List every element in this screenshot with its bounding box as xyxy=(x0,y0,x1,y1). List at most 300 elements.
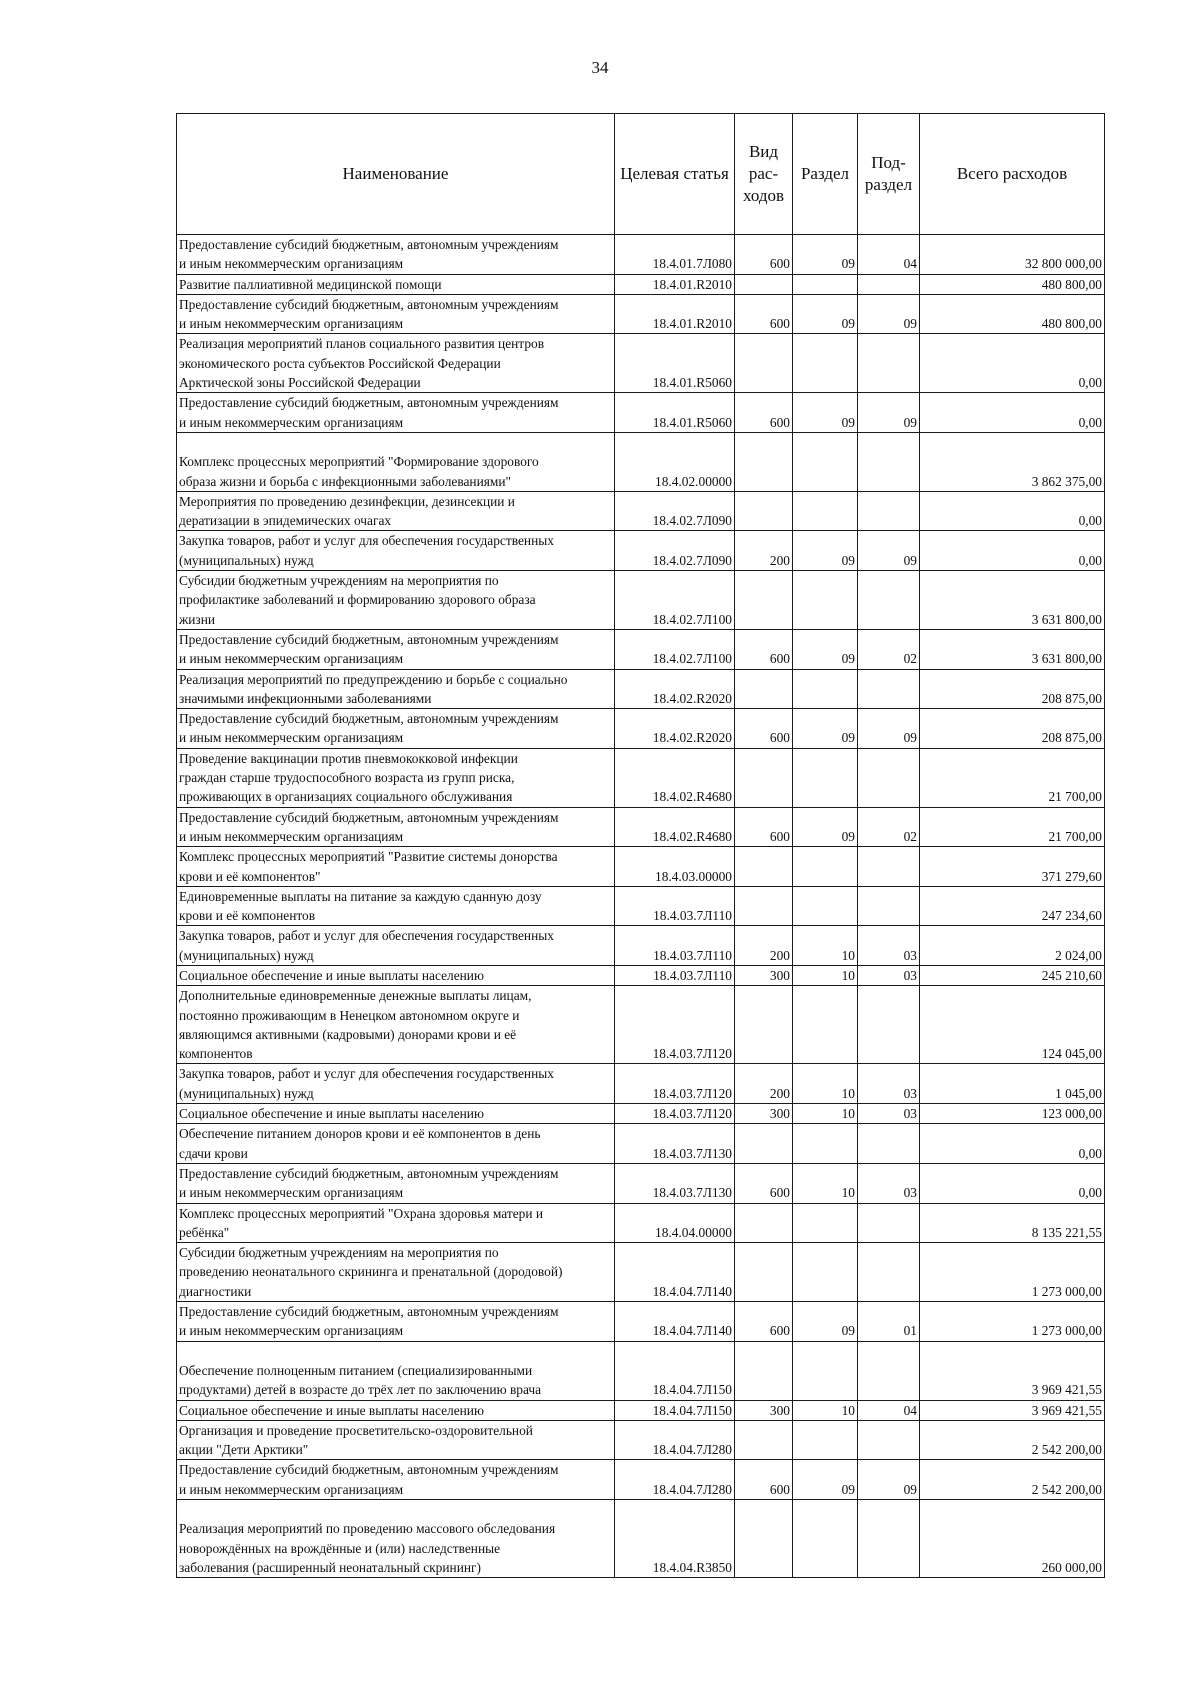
cell-subsection: 02 xyxy=(858,629,920,669)
cell-name-line: Дополнительные единовременные денежные выплаты лицам, xyxy=(179,988,532,1004)
table-row xyxy=(177,294,1105,334)
cell-name-line: и иным некоммерческим организациям xyxy=(179,316,404,332)
cell-total: 2 024,00 xyxy=(920,926,1105,966)
cell-target-article: 18.4.03.7Л120 xyxy=(615,1064,735,1104)
cell-name-line: Комплекс процессных мероприятий "Формирование здорового xyxy=(179,454,539,470)
cell-target-article: 18.4.04.7Л140 xyxy=(615,1243,735,1302)
cell-total: 1 273 000,00 xyxy=(920,1302,1105,1342)
cell-target-article: 18.4.03.00000 xyxy=(615,847,735,887)
cell-expense-kind xyxy=(735,986,793,1064)
cell-name-line: Предоставление субсидий бюджетным, автономным учреждениям xyxy=(179,1304,559,1320)
cell-total: 247 234,60 xyxy=(920,886,1105,926)
cell-expense-kind xyxy=(735,1341,793,1400)
cell-name xyxy=(177,571,615,630)
cell-name-line: Закупка товаров, работ и услуг для обеспечения государственных xyxy=(179,928,554,944)
cell-expense-kind: 600 xyxy=(735,235,793,275)
cell-subsection xyxy=(858,886,920,926)
cell-name-line: продуктами) детей в возрасте до трёх лет по заключению врача xyxy=(179,1382,542,1398)
cell-subsection: 03 xyxy=(858,965,920,985)
header-target-article: Целевая статья xyxy=(615,114,735,235)
header-expense-kind-line: рас- xyxy=(748,164,779,183)
cell-subsection: 09 xyxy=(858,531,920,571)
cell-name-line: проживающих в организациях социального обслуживания xyxy=(179,789,513,805)
header-expense-kind-line: Вид xyxy=(748,142,779,161)
table-row xyxy=(177,669,1105,709)
cell-name-line: профилактике заболеваний и формированию здорового образа xyxy=(179,592,536,608)
cell-target-article: 18.4.04.R3850 xyxy=(615,1500,735,1578)
cell-target-article: 18.4.01.R5060 xyxy=(615,393,735,433)
cell-name-line: Предоставление субсидий бюджетным, автономным учреждениям xyxy=(179,296,559,312)
table-body xyxy=(177,235,1105,1578)
cell-expense-kind xyxy=(735,1500,793,1578)
cell-name-line: и иным некоммерческим организациям xyxy=(179,414,404,430)
cell-name xyxy=(177,1104,615,1124)
cell-expense-kind xyxy=(735,1203,793,1243)
cell-name-line: и иным некоммерческим организациям xyxy=(179,256,404,272)
cell-name xyxy=(177,294,615,334)
cell-name-line: компонентов xyxy=(179,1046,253,1062)
cell-total: 0,00 xyxy=(920,334,1105,393)
table-row xyxy=(177,748,1105,807)
cell-section: 10 xyxy=(793,1064,858,1104)
cell-name-line: крови и её компонентов xyxy=(179,908,316,924)
cell-section xyxy=(793,986,858,1064)
cell-subsection: 03 xyxy=(858,1064,920,1104)
cell-section: 10 xyxy=(793,926,858,966)
cell-section: 09 xyxy=(793,235,858,275)
table-row xyxy=(177,571,1105,630)
cell-name xyxy=(177,1460,615,1500)
cell-target-article: 18.4.02.7Л100 xyxy=(615,571,735,630)
cell-subsection xyxy=(858,1124,920,1164)
cell-name xyxy=(177,1400,615,1420)
cell-section: 10 xyxy=(793,1104,858,1124)
cell-section: 09 xyxy=(793,294,858,334)
cell-subsection: 02 xyxy=(858,807,920,847)
table-row xyxy=(177,1341,1105,1400)
table-row xyxy=(177,1400,1105,1420)
cell-expense-kind: 200 xyxy=(735,531,793,571)
cell-name-line: Арктической зоны Российской Федерации xyxy=(179,375,421,391)
cell-section: 09 xyxy=(793,1460,858,1500)
cell-subsection xyxy=(858,1500,920,1578)
cell-expense-kind xyxy=(735,571,793,630)
cell-name xyxy=(177,709,615,749)
cell-section: 09 xyxy=(793,1302,858,1342)
table-row xyxy=(177,965,1105,985)
table-row xyxy=(177,1163,1105,1203)
cell-section xyxy=(793,334,858,393)
cell-name-line: образа жизни и борьба с инфекционными заболеваниями" xyxy=(179,473,512,489)
cell-expense-kind xyxy=(735,669,793,709)
table-row xyxy=(177,1302,1105,1342)
cell-name xyxy=(177,1302,615,1342)
cell-subsection xyxy=(858,571,920,630)
cell-name-line: Развитие паллиативной медицинской помощи xyxy=(179,276,442,292)
table-row xyxy=(177,235,1105,275)
cell-expense-kind: 600 xyxy=(735,393,793,433)
cell-target-article: 18.4.01.7Л080 xyxy=(615,235,735,275)
cell-subsection: 09 xyxy=(858,294,920,334)
cell-expense-kind: 200 xyxy=(735,926,793,966)
cell-target-article: 18.4.02.R2020 xyxy=(615,709,735,749)
cell-section xyxy=(793,1420,858,1460)
cell-total: 480 800,00 xyxy=(920,294,1105,334)
cell-subsection: 03 xyxy=(858,1163,920,1203)
cell-name-line: Закупка товаров, работ и услуг для обеспечения государственных xyxy=(179,533,554,549)
cell-total: 3 862 375,00 xyxy=(920,432,1105,491)
cell-section: 10 xyxy=(793,1400,858,1420)
table-row xyxy=(177,432,1105,491)
cell-section xyxy=(793,432,858,491)
cell-total: 0,00 xyxy=(920,1163,1105,1203)
cell-name-line xyxy=(179,433,612,452)
cell-section xyxy=(793,571,858,630)
cell-name xyxy=(177,1124,615,1164)
cell-name-line: Предоставление субсидий бюджетным, автономным учреждениям xyxy=(179,809,559,825)
cell-name-line: Организация и проведение просветительско-оздоровительной xyxy=(179,1422,533,1438)
cell-expense-kind: 600 xyxy=(735,1460,793,1500)
cell-name xyxy=(177,986,615,1064)
cell-name xyxy=(177,531,615,571)
cell-target-article: 18.4.03.7Л120 xyxy=(615,1104,735,1124)
header-subsection-line: раздел xyxy=(864,175,913,194)
cell-section xyxy=(793,886,858,926)
cell-subsection: 01 xyxy=(858,1302,920,1342)
cell-name-line: Предоставление субсидий бюджетным, автономным учреждениям xyxy=(179,711,559,727)
cell-section xyxy=(793,847,858,887)
cell-name-line: являющимся активными (кадровыми) донорами крови и её xyxy=(179,1026,517,1042)
cell-total: 21 700,00 xyxy=(920,807,1105,847)
cell-name-line: Единовременные выплаты на питание за каждую сданную дозу xyxy=(179,888,542,904)
cell-section xyxy=(793,1124,858,1164)
cell-expense-kind xyxy=(735,748,793,807)
cell-subsection: 09 xyxy=(858,393,920,433)
table-row xyxy=(177,629,1105,669)
cell-target-article: 18.4.03.7Л110 xyxy=(615,926,735,966)
cell-subsection xyxy=(858,669,920,709)
cell-name-line: экономического роста субъектов Российской Федерации xyxy=(179,355,501,371)
cell-expense-kind xyxy=(735,491,793,531)
cell-section xyxy=(793,748,858,807)
cell-name xyxy=(177,1243,615,1302)
cell-target-article: 18.4.02.7Л090 xyxy=(615,491,735,531)
header-expense-kind xyxy=(735,114,793,235)
cell-name-line: Предоставление субсидий бюджетным, автономным учреждениям xyxy=(179,631,559,647)
cell-name-line: значимыми инфекционными заболеваниями xyxy=(179,690,432,706)
cell-name-line xyxy=(179,1342,612,1361)
cell-expense-kind xyxy=(735,274,793,294)
cell-name-line: проведению неонатального скрининга и пренатальной (дородовой) xyxy=(179,1264,563,1280)
page-number: 34 xyxy=(591,58,609,77)
cell-name-line: (муниципальных) нужд xyxy=(179,552,314,568)
cell-expense-kind: 600 xyxy=(735,629,793,669)
cell-total: 3 969 421,55 xyxy=(920,1400,1105,1420)
cell-name xyxy=(177,393,615,433)
cell-target-article: 18.4.01.R5060 xyxy=(615,334,735,393)
cell-section xyxy=(793,1500,858,1578)
cell-target-article: 18.4.04.7Л150 xyxy=(615,1400,735,1420)
table-row xyxy=(177,334,1105,393)
cell-target-article: 18.4.03.7Л130 xyxy=(615,1163,735,1203)
cell-name xyxy=(177,926,615,966)
cell-name-line: Обеспечение полноценным питанием (специализированными xyxy=(179,1362,533,1378)
cell-total: 2 542 200,00 xyxy=(920,1420,1105,1460)
cell-total: 3 969 421,55 xyxy=(920,1341,1105,1400)
cell-expense-kind xyxy=(735,334,793,393)
table-row xyxy=(177,393,1105,433)
cell-name-line: Социальное обеспечение и иные выплаты населению xyxy=(179,1402,484,1418)
cell-subsection: 09 xyxy=(858,1460,920,1500)
cell-name xyxy=(177,1163,615,1203)
cell-total: 3 631 800,00 xyxy=(920,571,1105,630)
cell-section: 09 xyxy=(793,393,858,433)
cell-name-line: дератизации в эпидемических очагах xyxy=(179,513,392,529)
cell-subsection xyxy=(858,432,920,491)
cell-name-line: Предоставление субсидий бюджетным, автономным учреждениям xyxy=(179,1165,559,1181)
cell-name-line: Социальное обеспечение и иные выплаты населению xyxy=(179,1106,484,1122)
cell-name xyxy=(177,1203,615,1243)
cell-expense-kind: 600 xyxy=(735,1163,793,1203)
header-section: Раздел xyxy=(793,114,858,235)
cell-target-article: 18.4.03.7Л110 xyxy=(615,886,735,926)
cell-subsection xyxy=(858,1203,920,1243)
cell-name xyxy=(177,1500,615,1578)
cell-target-article: 18.4.02.00000 xyxy=(615,432,735,491)
cell-section: 09 xyxy=(793,531,858,571)
cell-name-line: Социальное обеспечение и иные выплаты населению xyxy=(179,967,484,983)
cell-subsection xyxy=(858,1341,920,1400)
cell-section xyxy=(793,1203,858,1243)
cell-name-line: и иным некоммерческим организациям xyxy=(179,730,404,746)
cell-total: 2 542 200,00 xyxy=(920,1460,1105,1500)
table-row xyxy=(177,986,1105,1064)
cell-name-line: новорождённых на врождённые и (или) наследственные xyxy=(179,1540,501,1556)
cell-subsection xyxy=(858,274,920,294)
cell-name-line: (муниципальных) нужд xyxy=(179,947,314,963)
table-row xyxy=(177,1104,1105,1124)
cell-name-line: Предоставление субсидий бюджетным, автономным учреждениям xyxy=(179,395,559,411)
cell-name-line: и иным некоммерческим организациям xyxy=(179,1323,404,1339)
cell-name xyxy=(177,235,615,275)
cell-name-line: Закупка товаров, работ и услуг для обеспечения государственных xyxy=(179,1066,554,1082)
cell-name-line: Субсидии бюджетным учреждениям на мероприятия по xyxy=(179,573,499,589)
cell-name-line: и иным некоммерческим организациям xyxy=(179,651,404,667)
cell-name-line: сдачи крови xyxy=(179,1145,248,1161)
cell-subsection xyxy=(858,1243,920,1302)
cell-total: 21 700,00 xyxy=(920,748,1105,807)
cell-name xyxy=(177,1341,615,1400)
cell-name-line: и иным некоммерческим организациям xyxy=(179,1185,404,1201)
cell-total: 123 000,00 xyxy=(920,1104,1105,1124)
table-row xyxy=(177,926,1105,966)
cell-name xyxy=(177,847,615,887)
cell-expense-kind xyxy=(735,886,793,926)
header-name: Наименование xyxy=(177,114,615,235)
cell-target-article: 18.4.02.7Л090 xyxy=(615,531,735,571)
cell-total: 32 800 000,00 xyxy=(920,235,1105,275)
cell-expense-kind xyxy=(735,1124,793,1164)
cell-subsection xyxy=(858,491,920,531)
cell-subsection: 03 xyxy=(858,926,920,966)
table-row xyxy=(177,1203,1105,1243)
cell-name xyxy=(177,807,615,847)
cell-name-line: Комплекс процессных мероприятий "Охрана здоровья матери и xyxy=(179,1205,544,1221)
cell-total: 208 875,00 xyxy=(920,669,1105,709)
cell-expense-kind: 600 xyxy=(735,709,793,749)
cell-total: 124 045,00 xyxy=(920,986,1105,1064)
table-row xyxy=(177,709,1105,749)
cell-subsection xyxy=(858,847,920,887)
cell-expense-kind: 300 xyxy=(735,965,793,985)
cell-target-article: 18.4.02.R4680 xyxy=(615,807,735,847)
cell-target-article: 18.4.04.7Л280 xyxy=(615,1460,735,1500)
cell-name-line: Субсидии бюджетным учреждениям на мероприятия по xyxy=(179,1245,499,1261)
cell-total: 1 273 000,00 xyxy=(920,1243,1105,1302)
cell-target-article: 18.4.04.7Л150 xyxy=(615,1341,735,1400)
cell-section xyxy=(793,274,858,294)
cell-name xyxy=(177,748,615,807)
cell-name xyxy=(177,432,615,491)
cell-name-line: диагностики xyxy=(179,1283,252,1299)
cell-name xyxy=(177,965,615,985)
cell-name-line: Обеспечение питанием доноров крови и её компонентов в день xyxy=(179,1126,541,1142)
cell-section xyxy=(793,669,858,709)
cell-target-article: 18.4.02.R2020 xyxy=(615,669,735,709)
cell-total: 0,00 xyxy=(920,393,1105,433)
table-row xyxy=(177,1243,1105,1302)
cell-name-line: Реализация мероприятий по проведению массового обследования xyxy=(179,1521,556,1537)
cell-expense-kind xyxy=(735,432,793,491)
cell-name xyxy=(177,669,615,709)
cell-section xyxy=(793,491,858,531)
cell-expense-kind xyxy=(735,847,793,887)
cell-name xyxy=(177,886,615,926)
table-row xyxy=(177,1460,1105,1500)
cell-expense-kind: 600 xyxy=(735,294,793,334)
cell-name-line: Комплекс процессных мероприятий "Развитие системы донорства xyxy=(179,849,558,865)
cell-subsection: 03 xyxy=(858,1104,920,1124)
cell-total: 0,00 xyxy=(920,1124,1105,1164)
cell-section: 10 xyxy=(793,1163,858,1203)
cell-subsection xyxy=(858,1420,920,1460)
cell-total: 245 210,60 xyxy=(920,965,1105,985)
cell-target-article: 18.4.01.R2010 xyxy=(615,294,735,334)
cell-total: 480 800,00 xyxy=(920,274,1105,294)
cell-target-article: 18.4.04.00000 xyxy=(615,1203,735,1243)
table-row xyxy=(177,1420,1105,1460)
cell-expense-kind: 300 xyxy=(735,1400,793,1420)
cell-subsection xyxy=(858,986,920,1064)
cell-subsection: 04 xyxy=(858,1400,920,1420)
cell-subsection xyxy=(858,748,920,807)
cell-expense-kind: 200 xyxy=(735,1064,793,1104)
cell-total: 208 875,00 xyxy=(920,709,1105,749)
cell-name-line: постоянно проживающим в Ненецком автономном округе и xyxy=(179,1007,520,1023)
table-row xyxy=(177,886,1105,926)
cell-name-line: Реализация мероприятий по предупреждению и борьбе с социально xyxy=(179,671,568,687)
cell-name-line: ребёнка" xyxy=(179,1224,230,1240)
cell-name xyxy=(177,274,615,294)
table-row xyxy=(177,847,1105,887)
table-header-row xyxy=(177,114,1105,235)
cell-name-line: жизни xyxy=(179,611,216,627)
cell-section: 10 xyxy=(793,965,858,985)
header-subsection-line: Под- xyxy=(871,153,906,172)
cell-section: 09 xyxy=(793,629,858,669)
cell-expense-kind xyxy=(735,1420,793,1460)
cell-subsection xyxy=(858,334,920,393)
expenditure-table xyxy=(176,113,1105,1578)
cell-section: 09 xyxy=(793,807,858,847)
cell-section xyxy=(793,1243,858,1302)
cell-total: 1 045,00 xyxy=(920,1064,1105,1104)
table-row xyxy=(177,807,1105,847)
cell-target-article: 18.4.03.7Л130 xyxy=(615,1124,735,1164)
table-row xyxy=(177,491,1105,531)
cell-total: 0,00 xyxy=(920,531,1105,571)
cell-expense-kind: 600 xyxy=(735,1302,793,1342)
cell-name-line: (муниципальных) нужд xyxy=(179,1085,314,1101)
cell-subsection: 04 xyxy=(858,235,920,275)
header-subsection xyxy=(858,114,920,235)
cell-target-article: 18.4.01.R2010 xyxy=(615,274,735,294)
table-row xyxy=(177,531,1105,571)
cell-expense-kind: 600 xyxy=(735,807,793,847)
cell-target-article: 18.4.03.7Л110 xyxy=(615,965,735,985)
cell-total: 371 279,60 xyxy=(920,847,1105,887)
cell-section: 09 xyxy=(793,709,858,749)
cell-target-article: 18.4.03.7Л120 xyxy=(615,986,735,1064)
cell-name-line: Мероприятия по проведению дезинфекции, дезинсекции и xyxy=(179,493,515,509)
cell-name-line: Проведение вакцинации против пневмококковой инфекции xyxy=(179,750,518,766)
cell-section xyxy=(793,1341,858,1400)
cell-name xyxy=(177,491,615,531)
cell-name xyxy=(177,629,615,669)
cell-name-line: граждан старше трудоспособного возраста из групп риска, xyxy=(179,770,515,786)
cell-expense-kind xyxy=(735,1243,793,1302)
cell-name-line: Предоставление субсидий бюджетным, автономным учреждениям xyxy=(179,237,559,252)
cell-target-article: 18.4.02.7Л100 xyxy=(615,629,735,669)
cell-target-article: 18.4.04.7Л280 xyxy=(615,1420,735,1460)
cell-name-line: Реализация мероприятий планов социального развития центров xyxy=(179,336,545,352)
cell-total: 0,00 xyxy=(920,491,1105,531)
cell-target-article: 18.4.04.7Л140 xyxy=(615,1302,735,1342)
table-row xyxy=(177,1124,1105,1164)
cell-name-line: и иным некоммерческим организациям xyxy=(179,1481,404,1497)
cell-target-article: 18.4.02.R4680 xyxy=(615,748,735,807)
cell-name-line: и иным некоммерческим организациям xyxy=(179,828,404,844)
cell-subsection: 09 xyxy=(858,709,920,749)
cell-total: 260 000,00 xyxy=(920,1500,1105,1578)
cell-total: 3 631 800,00 xyxy=(920,629,1105,669)
cell-name-line xyxy=(179,1500,612,1519)
cell-name-line: Предоставление субсидий бюджетным, автономным учреждениям xyxy=(179,1462,559,1478)
table-row xyxy=(177,1064,1105,1104)
cell-name xyxy=(177,1420,615,1460)
header-expense-kind-line: ходов xyxy=(742,186,785,205)
table-row xyxy=(177,1500,1105,1578)
cell-expense-kind: 300 xyxy=(735,1104,793,1124)
table-row xyxy=(177,274,1105,294)
cell-name xyxy=(177,1064,615,1104)
header-total: Всего расходов xyxy=(920,114,1105,235)
cell-name xyxy=(177,334,615,393)
cell-name-line: акции "Дети Арктики" xyxy=(179,1442,309,1458)
cell-name-line: заболевания (расширенный неонатальный скрининг) xyxy=(179,1559,481,1575)
cell-total: 8 135 221,55 xyxy=(920,1203,1105,1243)
cell-name-line: крови и её компонентов" xyxy=(179,868,321,884)
